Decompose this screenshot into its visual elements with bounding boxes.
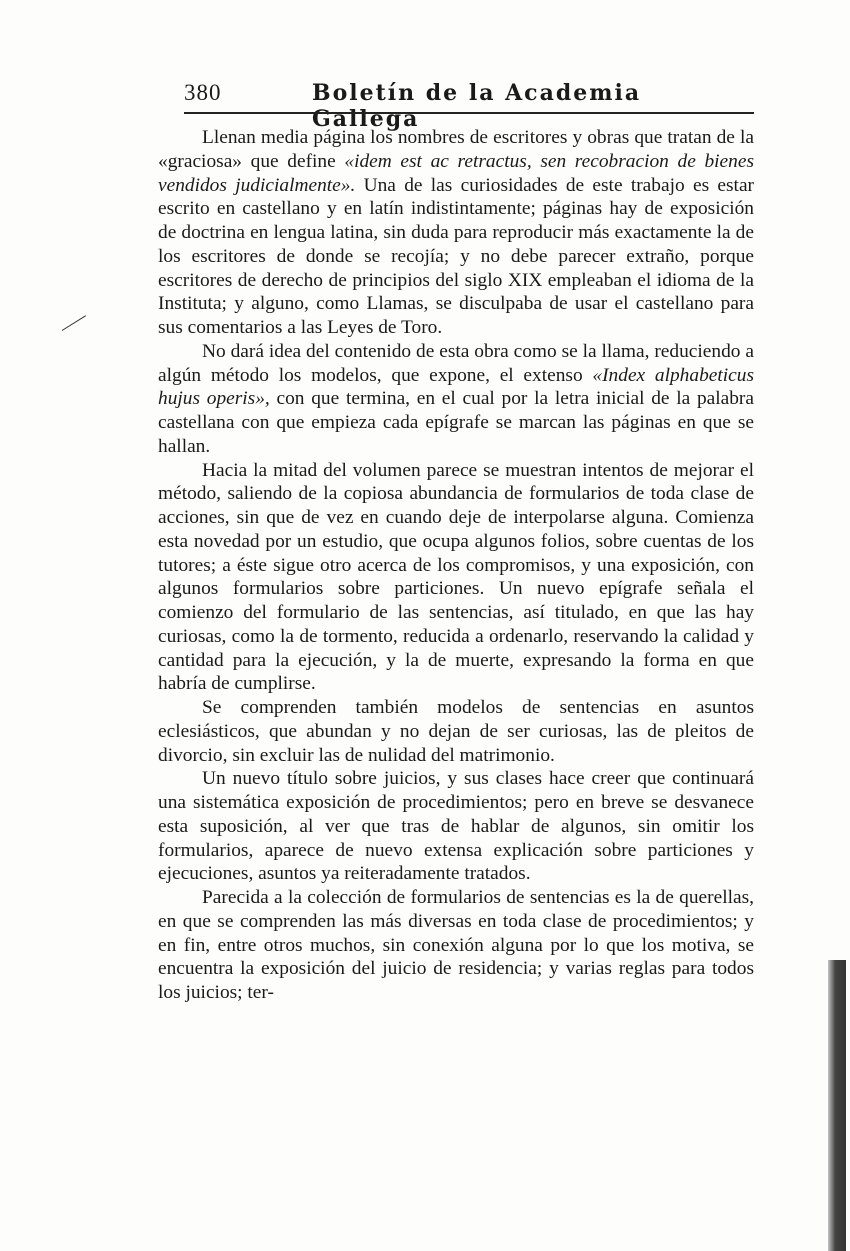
page-header — [184, 78, 754, 132]
page-number: 380 — [184, 80, 222, 105]
paragraph — [158, 459, 754, 697]
paragraph-text: Llenan media página los nombres de escritores y obras que tratan de la «graciosa» que define — [158, 127, 754, 172]
italic-citation: «idem est ac retractus, sen recobracion de bienes vendidos judicialmente». — [158, 150, 754, 196]
paragraph-text: Una de las curiosidades de este trabajo es estar escrito en castellano y en latín indistintamente; páginas hay de exposición de doctrina en lengua latina, sin duda para reproducir más exactamente la de los escritores de donde se recojía; y no debe parecer extraño, porque escritores de derecho de principios del siglo XIX empleaban el idioma de la Instituta; y alguno, como Llamas, se disculpaba de usar el castellano para sus comentarios a las Leyes de Toro. — [158, 174, 755, 338]
body-text — [158, 126, 754, 1005]
running-title: Boletín de la Academia Gallega — [312, 80, 642, 132]
scan-edge-shadow — [828, 960, 846, 1251]
paragraph-text: Se comprenden también modelos de sentencias en asuntos eclesiásticos, que abundan y no dejan de ser curiosas, las de pleitos de divorcio, sin excluir las de nulidad del matrimonio. — [158, 697, 754, 766]
paragraph-text: Un nuevo título sobre juicios, y sus clases hace creer que continuará una sistemática exposición de procedimientos; pero en breve se desvanece esta suposición, al ver que tras de hablar de algunos, sin omitir los formularios, aparece de nuevo extensa explicación sobre particiones y ejecuciones, asuntos ya reiteradamente tratados. — [158, 768, 754, 885]
stray-pen-mark — [62, 315, 86, 331]
header-rule — [184, 112, 754, 114]
paragraph-text: Parecida a la colección de formularios de sentencias es la de querellas, en que se comprenden las más diversas en toda clase de procedimientos; y en fin, entre otros muchos, sin conexión alguna por lo que los motiva, se encuentra la exposición del juicio de residencia; y varias reglas para todos los juicios; ter- — [158, 887, 754, 1003]
paragraph — [158, 126, 754, 340]
paragraph — [158, 886, 754, 1005]
paragraph-text: No dará idea del contenido de esta obra como se la llama, reduciendo a algún método los modelos, que expone, el extenso — [158, 340, 754, 386]
paragraph-text: Hacia la mitad del volumen parece se muestran intentos de mejorar el método, saliendo de la copiosa abundancia de formularios de toda clase de acciones, sin que de vez en cuando deje de interpolarse alguna. Comienza esta novedad por un estudio, que ocupa algunos folios, sobre cuentas de los tutores; a éste sigue otro acerca de los compromisos, y una exposición, con algunos formularios sobre particiones. Un nuevo epígrafe señala el comienzo del formulario de las sentencias, así titulado, en que las hay curiosas, como la de tormento, reducida a ordenarlo, reservando la calidad y cantidad para la ejecución, y la de muerte, expresando la forma en que habría de cumplirse. — [158, 459, 754, 695]
italic-citation: «Index alphabeticus hujus operis», — [158, 364, 754, 410]
paragraph — [158, 767, 754, 886]
paragraph-text: con que termina, en el cual por la letra inicial de la palabra castellana con que empieza cada epígrafe se marcan las páginas en que se hallan. — [158, 388, 754, 457]
paragraph — [158, 340, 754, 459]
paragraph — [158, 696, 754, 767]
